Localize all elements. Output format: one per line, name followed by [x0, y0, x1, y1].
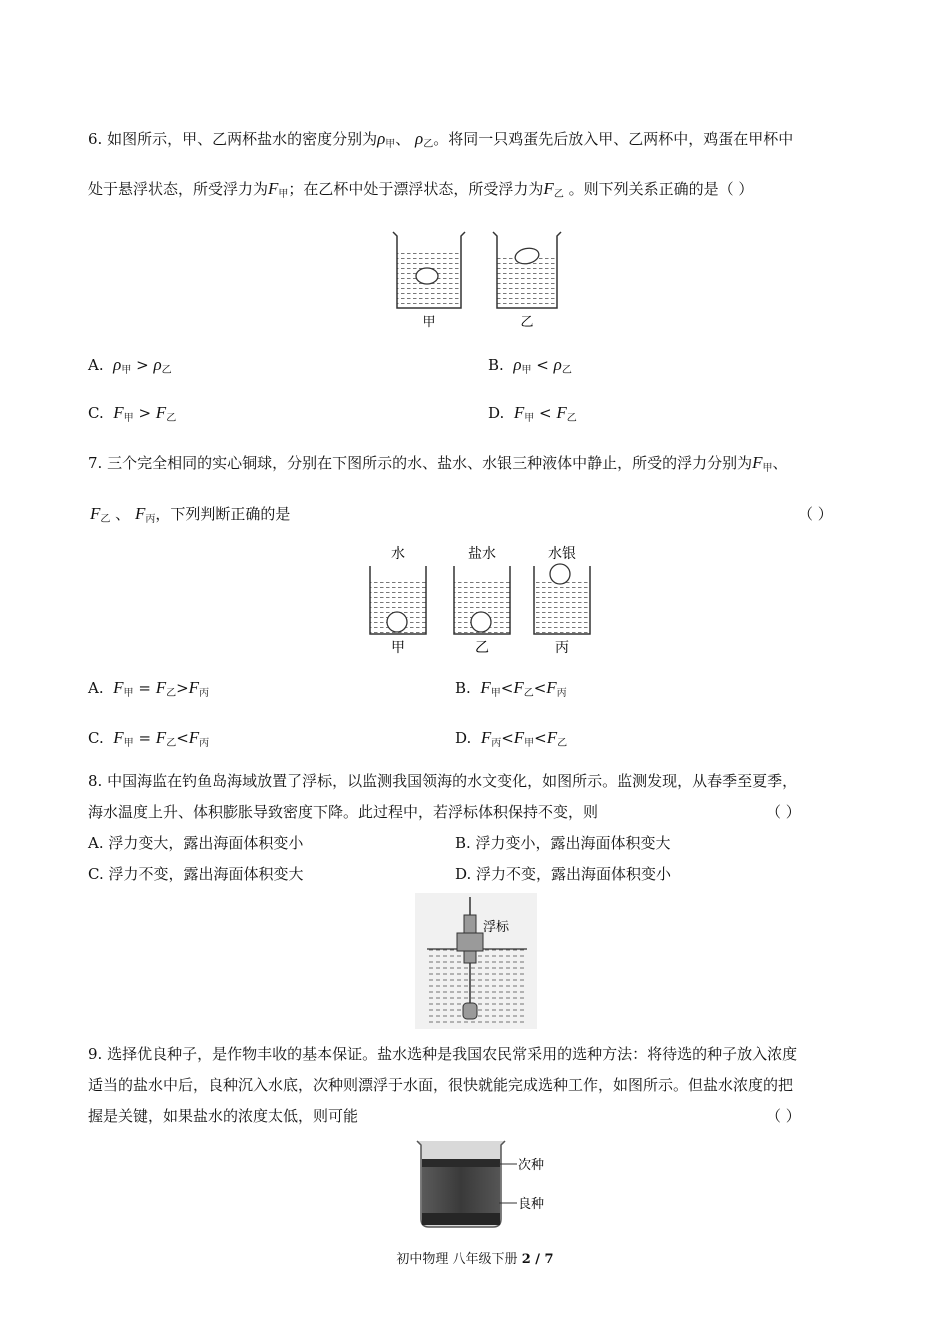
q9-line3: 握是关键，如果盐水的浓度太低，则可能: [88, 1107, 359, 1125]
force-sub-jia: 甲: [762, 463, 773, 474]
q9-line1: 9. 选择优良种子，是作物丰收的基本保证。盐水选种是我国农民常采用的选种方法：将待选的种子放入浓度: [88, 1045, 798, 1063]
q8-fig-label-buoy: 浮标: [483, 920, 510, 935]
q8-figure: [415, 893, 537, 1029]
option-lhs-sub: 甲: [521, 365, 532, 376]
force-sub-yi: 乙: [553, 189, 564, 200]
q7-fig-label-water: 水: [391, 546, 405, 562]
q7-option-d[interactable]: [455, 728, 567, 749]
option-lhs: F: [113, 403, 124, 422]
force-symbol: F: [546, 728, 558, 747]
q6-text: 。将同一只鸡蛋先后放入甲、乙两杯中，鸡蛋在甲杯中: [433, 130, 794, 148]
q7-option-a[interactable]: [88, 678, 209, 699]
force-symbol: F: [513, 728, 525, 747]
option-lhs-sub: 甲: [123, 413, 134, 424]
option-operator: <: [533, 679, 547, 697]
force-sub: 丙: [491, 738, 502, 749]
page-footer: [0, 1248, 950, 1267]
q6-text: 6. 如图所示，甲、乙两杯盐水的密度分别为: [88, 130, 378, 148]
q8-option-a[interactable]: A. 浮力变大，露出海面体积变小: [88, 834, 304, 852]
option-operator: <: [501, 729, 514, 747]
rho-sub-yi: 乙: [423, 139, 434, 150]
q6-option-b[interactable]: [488, 355, 572, 376]
force-sub: 乙: [166, 738, 177, 749]
option-rhs: ρ: [153, 355, 162, 374]
option-lhs-sub: 甲: [121, 365, 132, 376]
q7-line1: 7. 三个完全相同的实心铜球，分别在下图所示的水、盐水、水银三种液体中静止，所受的浮力分别为$F_甲$、: [88, 453, 788, 474]
force-symbol: F: [752, 453, 763, 472]
q7-answer-blank[interactable]: （ ）: [798, 505, 833, 523]
q9-line2: 适当的盐水中后，良种沉入水底，次种则漂浮于水面，很快就能完成选种工作，如图所示。但盐水浓度的把: [88, 1076, 794, 1094]
q6-figure: [383, 226, 573, 330]
q9-figure: [405, 1133, 555, 1231]
force-symbol: F: [268, 179, 279, 198]
option-rhs-sub: 乙: [566, 413, 577, 424]
option-letter: D.: [488, 404, 505, 422]
q6-text: 处于悬浮状态，所受浮力为: [88, 180, 269, 198]
q6-text: ；在乙杯中处于漂浮状态，所受浮力为: [288, 180, 544, 198]
option-operator: =: [138, 729, 152, 747]
q8-line2: 海水温度上升、体积膨胀导致密度下降。此过程中，若浮标体积保持不变，则: [88, 803, 599, 821]
force-symbol: F: [480, 728, 492, 747]
force-symbol: F: [155, 678, 167, 697]
force-symbol: F: [543, 179, 554, 198]
option-letter: C.: [88, 729, 104, 747]
option-operator: <: [534, 729, 547, 747]
option-rhs: F: [155, 403, 167, 422]
force-symbol: F: [188, 678, 200, 697]
option-letter: D.: [455, 729, 472, 747]
option-operator: <: [536, 356, 549, 374]
option-rhs: F: [556, 403, 567, 422]
rho-sub-jia: 甲: [385, 139, 396, 150]
force-symbol: F: [113, 678, 124, 697]
force-symbol: F: [90, 504, 101, 523]
option-letter: B.: [488, 356, 504, 374]
option-operator: <: [176, 729, 189, 747]
force-symbol: F: [113, 728, 124, 747]
q6-fig-label-jia: 甲: [422, 315, 436, 330]
force-sub: 丙: [199, 688, 210, 699]
force-sub: 丙: [556, 688, 567, 699]
q8-option-b[interactable]: B. 浮力变小，露出海面体积变大: [455, 834, 671, 852]
option-letter: A.: [88, 356, 104, 374]
q7-fig-label-yi: 乙: [475, 640, 489, 656]
q6-option-c[interactable]: [88, 403, 176, 424]
q9-fig-label-good-seeds: 良种: [518, 1197, 545, 1212]
option-lhs-sub: 甲: [524, 413, 535, 424]
q6-option-d[interactable]: [488, 403, 577, 424]
force-symbol: F: [513, 678, 524, 697]
q7-fig-label-saltwater: 盐水: [468, 546, 496, 562]
option-operator: >: [176, 679, 189, 697]
q7-text: 7. 三个完全相同的实心铜球，分别在下图所示的水、盐水、水银三种液体中静止，所受的浮力分别为: [88, 454, 753, 472]
force-sub: 甲: [524, 738, 535, 749]
q8-option-d[interactable]: D. 浮力不变，露出海面体积变小: [455, 865, 672, 883]
q8-option-c[interactable]: C. 浮力不变，露出海面体积变大: [88, 865, 304, 883]
option-operator: <: [538, 404, 552, 422]
page-number: 2 / 7: [521, 1252, 554, 1267]
force-sub: 甲: [123, 738, 134, 749]
option-operator: =: [138, 679, 151, 697]
q8-answer-blank[interactable]: （ ）: [766, 803, 801, 821]
q6-text: 。则下列关系正确的是（ ）: [568, 180, 754, 198]
q7-line2: $F_乙$ 、 $F_丙$，下列判断正确的是: [90, 504, 291, 525]
q8-line1: 8. 中国海监在钓鱼岛海域放置了浮标，以监测我国领海的水文变化，如图所示。监测发现，从春季至夏季，: [88, 772, 798, 790]
force-sub-jia: 甲: [278, 189, 289, 200]
option-operator: >: [136, 356, 149, 374]
q7-option-b[interactable]: [455, 678, 567, 699]
option-lhs: F: [513, 403, 525, 422]
q6-line1: 6. 如图所示，甲、乙两杯盐水的密度分别为$\rho_甲$、 $\rho_乙$。将同一只鸡蛋先后放入甲、乙两杯中，鸡蛋在甲杯中: [88, 129, 794, 150]
option-letter: B.: [455, 679, 471, 697]
q9-fig-label-poor-seeds: 次种: [518, 1158, 545, 1173]
q7-fig-label-mercury: 水银: [548, 546, 576, 562]
q7-fig-label-bing: 丙: [555, 640, 569, 656]
force-symbol: F: [188, 728, 200, 747]
option-rhs-sub: 乙: [561, 365, 572, 376]
option-lhs: ρ: [513, 355, 522, 374]
force-sub-yi: 乙: [100, 514, 111, 525]
option-operator: <: [500, 679, 514, 697]
q6-fig-label-yi: 乙: [520, 315, 534, 330]
q7-figure: [356, 540, 594, 658]
option-rhs: ρ: [553, 355, 562, 374]
force-symbol: F: [480, 678, 491, 697]
force-sub: 乙: [166, 688, 177, 699]
force-sub: 甲: [490, 688, 501, 699]
force-symbol: F: [134, 504, 146, 523]
force-symbol: F: [546, 678, 557, 697]
force-sub: 乙: [557, 738, 568, 749]
force-sub: 乙: [523, 688, 534, 699]
q9-answer-blank[interactable]: （ ）: [766, 1107, 801, 1125]
force-symbol: F: [155, 728, 167, 747]
footer-text: 初中物理 八年级下册: [396, 1252, 518, 1267]
force-sub: 甲: [123, 688, 134, 699]
q7-option-c[interactable]: [88, 728, 209, 749]
option-letter: A.: [88, 679, 104, 697]
rho-symbol: ρ: [415, 129, 424, 148]
option-lhs: ρ: [113, 355, 122, 374]
q6-line2: [88, 178, 753, 200]
option-rhs-sub: 乙: [161, 365, 172, 376]
q7-text: ，下列判断正确的是: [155, 505, 291, 523]
force-sub-bing: 丙: [145, 514, 156, 525]
q6-option-a[interactable]: [88, 355, 172, 376]
rho-symbol: ρ: [377, 129, 386, 148]
force-sub: 丙: [199, 738, 210, 749]
option-rhs-sub: 乙: [166, 413, 177, 424]
option-operator: >: [138, 404, 152, 422]
option-letter: C.: [88, 404, 104, 422]
q7-fig-label-jia: 甲: [391, 640, 405, 656]
